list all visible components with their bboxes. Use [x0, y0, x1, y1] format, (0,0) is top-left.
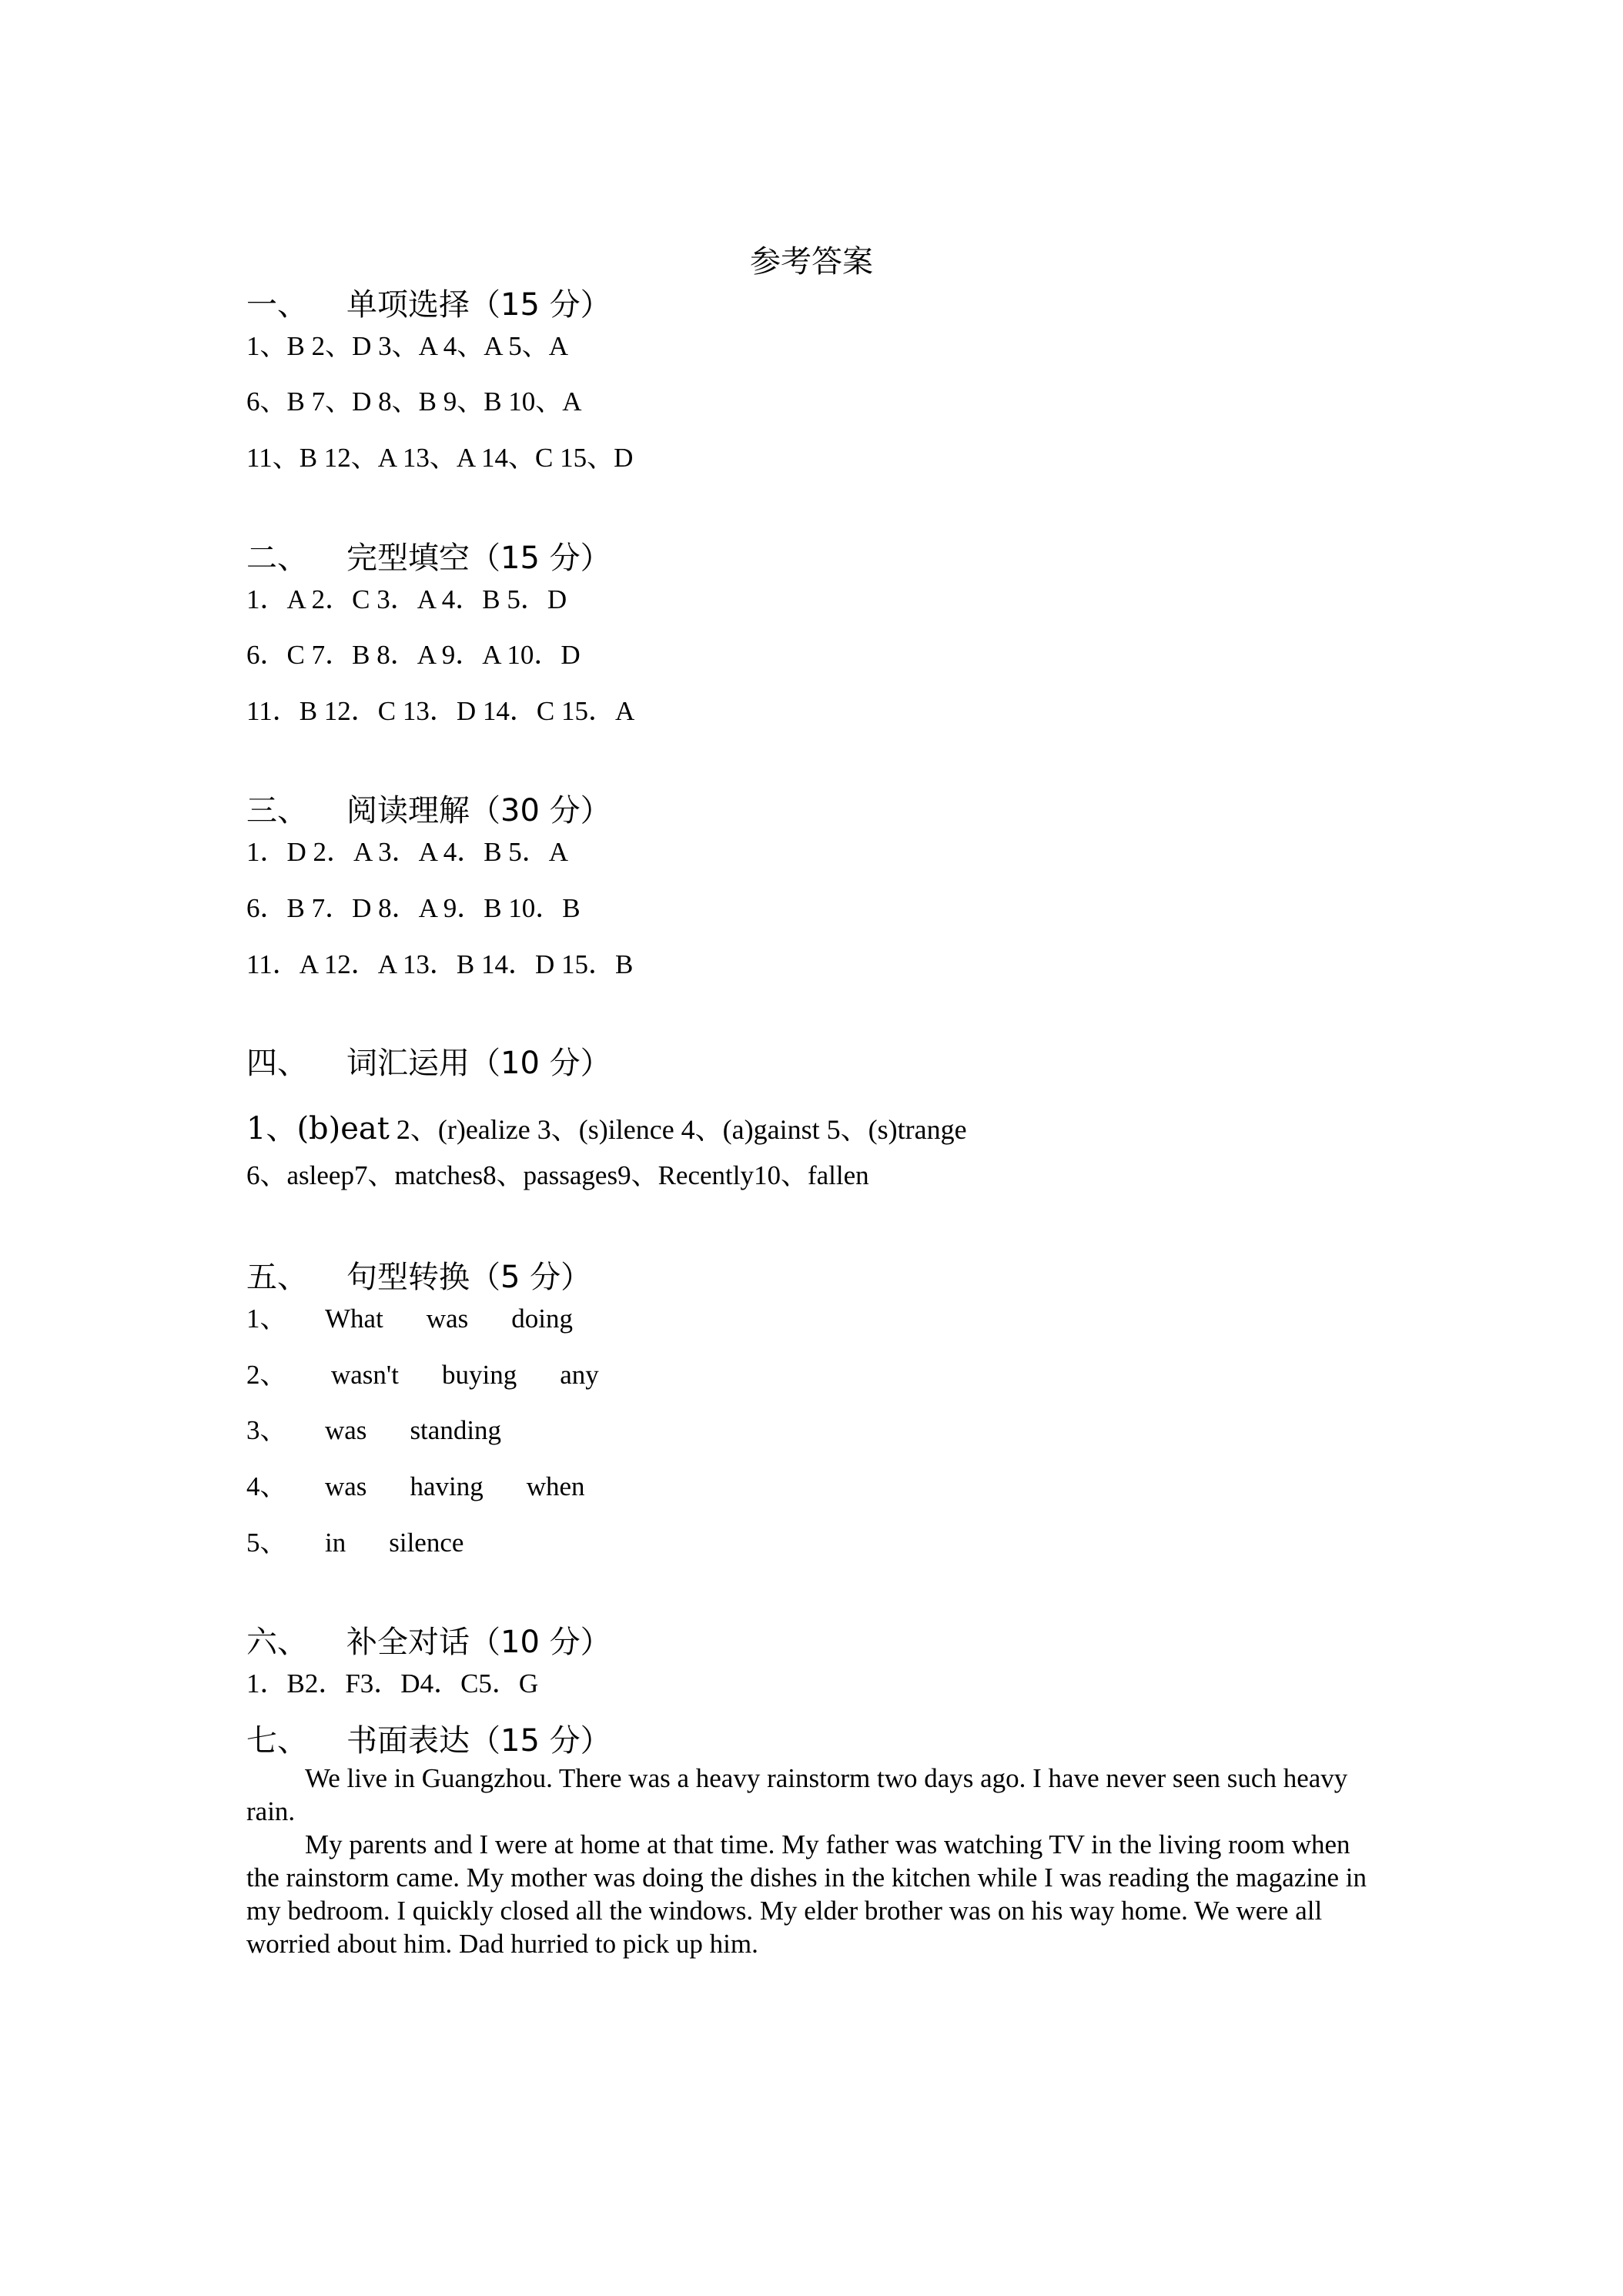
- essay-paragraph-1: We live in Guangzhou. There was a heavy rainstorm two days ago. I have never seen such heavy rain.: [246, 1763, 1348, 1826]
- section-3-line-1: 1．D 2．A 3．A 4．B 5．A: [246, 837, 569, 867]
- transform-item-3: [246, 1411, 544, 1450]
- transform-index: 5、: [246, 1528, 287, 1558]
- transform-word: buying: [441, 1360, 517, 1390]
- transform-word: wasn't: [331, 1360, 399, 1390]
- section-5-heading: [246, 1256, 591, 1299]
- section-4-line-1: [246, 1108, 967, 1150]
- essay-text: [246, 1762, 1378, 1960]
- transform-index: 1、: [246, 1304, 287, 1334]
- section-2-heading: [246, 537, 611, 580]
- section-1-line-2: 6、B 7、D 8、B 9、B 10、A: [246, 387, 582, 417]
- transform-index: 3、: [246, 1415, 287, 1445]
- section-3-heading: [246, 789, 611, 832]
- section-6-number: 六、: [246, 1625, 308, 1660]
- transform-word: when: [526, 1471, 585, 1501]
- section-5-number: 五、: [246, 1260, 308, 1295]
- section-4-line-2: 6、asleep7、matches8、passages9、Recently10、fallen: [246, 1160, 869, 1190]
- essay-paragraph-2: My parents and I were at home at that time. My father was watching TV in the living room when the rainstorm came. My mother was doing the dishes in the kitchen while I was reading the magazine in my bedroom. I quickly closed all the windows. My elder brother was on his way home. We were all worried about him. Dad hurried to pick up him.: [246, 1829, 1367, 1959]
- vocab-first-answer: 1、(b)eat: [246, 1111, 390, 1146]
- section-2-line-1: 1．A 2．C 3．A 4．B 5．D: [246, 584, 567, 614]
- section-4-title: 词汇运用（10 分）: [346, 1046, 611, 1081]
- transform-word: What: [325, 1304, 383, 1334]
- transform-word: standing: [410, 1415, 502, 1445]
- section-6-heading: [246, 1621, 611, 1664]
- section-2-title: 完型填空（15 分）: [346, 541, 611, 576]
- section-1-number: 一、: [246, 287, 308, 323]
- section-1-line-1: 1、B 2、D 3、A 4、A 5、A: [246, 331, 569, 361]
- section-7-heading: [246, 1719, 611, 1762]
- transform-word: was: [325, 1415, 367, 1445]
- section-4-heading: [246, 1042, 611, 1085]
- section-5-title: 句型转换（5 分）: [346, 1260, 592, 1295]
- transform-word: doing: [511, 1304, 573, 1334]
- transform-word: having: [410, 1471, 484, 1501]
- transform-index: 4、: [246, 1471, 287, 1501]
- section-2-line-2: 6．C 7．B 8．A 9．A 10．D: [246, 640, 581, 670]
- section-1-heading: [246, 283, 611, 326]
- transform-word: silence: [389, 1528, 464, 1558]
- section-7-number: 七、: [246, 1723, 308, 1759]
- transform-word: any: [560, 1360, 599, 1390]
- section-3-line-3: 11．A 12．A 13．B 14．D 15．B: [246, 949, 634, 979]
- vocab-remaining-answers: 2、(r)ealize 3、(s)ilence 4、(a)gainst 5、(s)trange: [389, 1114, 967, 1145]
- section-2-line-3: 11．B 12．C 13．D 14．C 15．A: [246, 696, 635, 726]
- section-1-line-3: 11、B 12、A 13、A 14、C 15、D: [246, 443, 634, 473]
- transform-item-2: [246, 1356, 642, 1394]
- transform-index: 2、: [246, 1360, 287, 1390]
- transform-item-5: [246, 1524, 507, 1562]
- section-3-title: 阅读理解（30 分）: [346, 793, 611, 828]
- transform-word: was: [426, 1304, 469, 1334]
- page-title: 参考答案: [750, 244, 873, 279]
- transform-word: was: [325, 1471, 367, 1501]
- section-1-title: 单项选择（15 分）: [346, 287, 611, 323]
- section-6-line-1: 1．B2．F3．D4．C5．G: [246, 1668, 539, 1699]
- section-4-number: 四、: [246, 1046, 308, 1081]
- section-7-title: 书面表达（15 分）: [346, 1723, 611, 1759]
- transform-word: in: [325, 1528, 346, 1558]
- section-6-title: 补全对话（10 分）: [346, 1625, 611, 1660]
- section-2-number: 二、: [246, 541, 308, 576]
- transform-item-1: [246, 1300, 616, 1338]
- transform-item-4: [246, 1468, 628, 1506]
- section-3-line-2: 6．B 7．D 8．A 9．B 10．B: [246, 893, 581, 923]
- section-3-number: 三、: [246, 793, 308, 828]
